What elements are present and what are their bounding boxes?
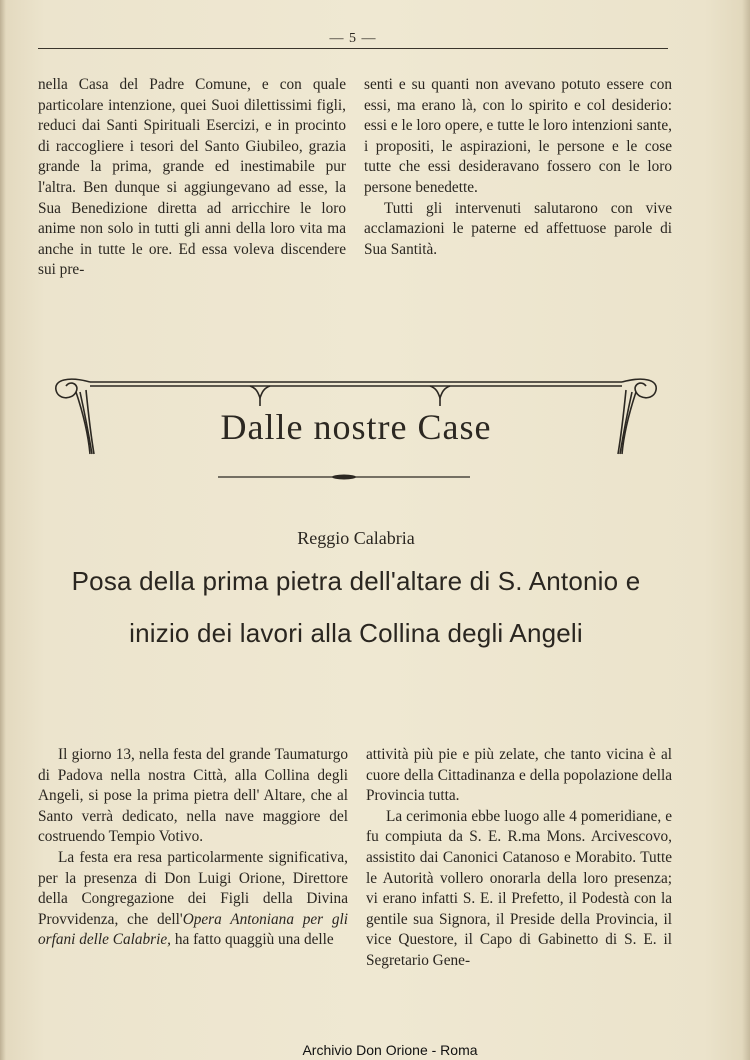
ornamental-divider <box>218 470 470 484</box>
article-location: Reggio Calabria <box>297 528 415 548</box>
top-left-column <box>38 75 346 281</box>
article-title-line-1: Posa della prima pietra dell'altare di S. Antonio e <box>71 566 641 596</box>
article-title-line-2: inizio dei lavori alla Collina degli Angeli <box>129 618 583 648</box>
paragraph <box>38 848 348 951</box>
header-rule <box>38 48 668 49</box>
italic-work-title: Opera Antoniana per gli orfani delle Calabrie, <box>38 910 348 949</box>
paragraph: Il giorno 13, nella festa del grande Taumaturgo di Padova nella nostra Città, alla Collina degli Angeli, si pose la prima pietra dell' Altare, che al Santo verrà dedicato, nella nave maggiore del costruendo Tempio Votivo. <box>38 746 348 846</box>
paragraph-text: ha fatto quaggiù una delle <box>171 931 334 949</box>
section-header-banner <box>50 370 662 460</box>
paragraph: attività più pie e più zelate, che tanto vicina è al cuore della Cittadinanza e della popolazione della Provincia tutta. <box>366 746 672 805</box>
section-title: Dalle nostre Case <box>220 407 492 447</box>
page-number: — 5 — <box>329 31 377 46</box>
paragraph: La cerimonia ebbe luogo alle 4 pomeridiane, e fu compiuta da S. E. R.ma Mons. Arcivescovo, assistito dai Canonici Catanoso e Morabito. Tutte le Autorità vollero onorarla della loro presenza; vi erano infatti S. E. il Prefetto, il Podestà con la gentile sua Signora, il Preside della Provincia, il vice Questore, il Capo di Gabinetto di S. E. il Segretario Gene- <box>366 807 672 969</box>
paragraph: Tutti gli intervenuti salutarono con vive acclamazioni le paterne ed affettuose parole di Sua Santità. <box>364 199 672 258</box>
bottom-right-column <box>366 745 672 972</box>
top-right-column <box>364 75 672 260</box>
page-right-edge <box>742 0 750 1060</box>
bottom-left-column <box>38 745 348 951</box>
archive-watermark: Archivio Don Orione - Roma <box>302 1042 478 1058</box>
paragraph: nella Casa del Padre Comune, e con quale particolare intenzione, quei Suoi dilettissimi figli, reduci dai Santi Spirituali Esercizi, e in procinto di raccogliere i tesori del Santo Giubileo, grazia grande la prima, grande ed inestimabile pur l'altra. Ben dunque si aggiungevano ad esse, la Sua Benedizione diretta ad arricchire le loro anime non solo in tutti gli anni della loro vita ma anche in tutte le ore. Ed essa voleva discendere sui pre- <box>38 76 346 279</box>
paragraph: senti e su quanti non avevano potuto essere con essi, ma erano là, con lo spirito e col desiderio: essi e le loro opere, e tutte le loro intenzioni sante, i propositi, le aspirazioni, le persone e le cose tutte che essi desideravano fossero con le loro persone benedette. <box>364 76 672 196</box>
page-header <box>38 30 668 50</box>
paragraph-text: La festa era resa particolarmente significativa, per la presenza di Don Luigi Orione, Direttore della Congregazione dei Figli della Divina Provvidenza, che dell' <box>38 848 348 928</box>
